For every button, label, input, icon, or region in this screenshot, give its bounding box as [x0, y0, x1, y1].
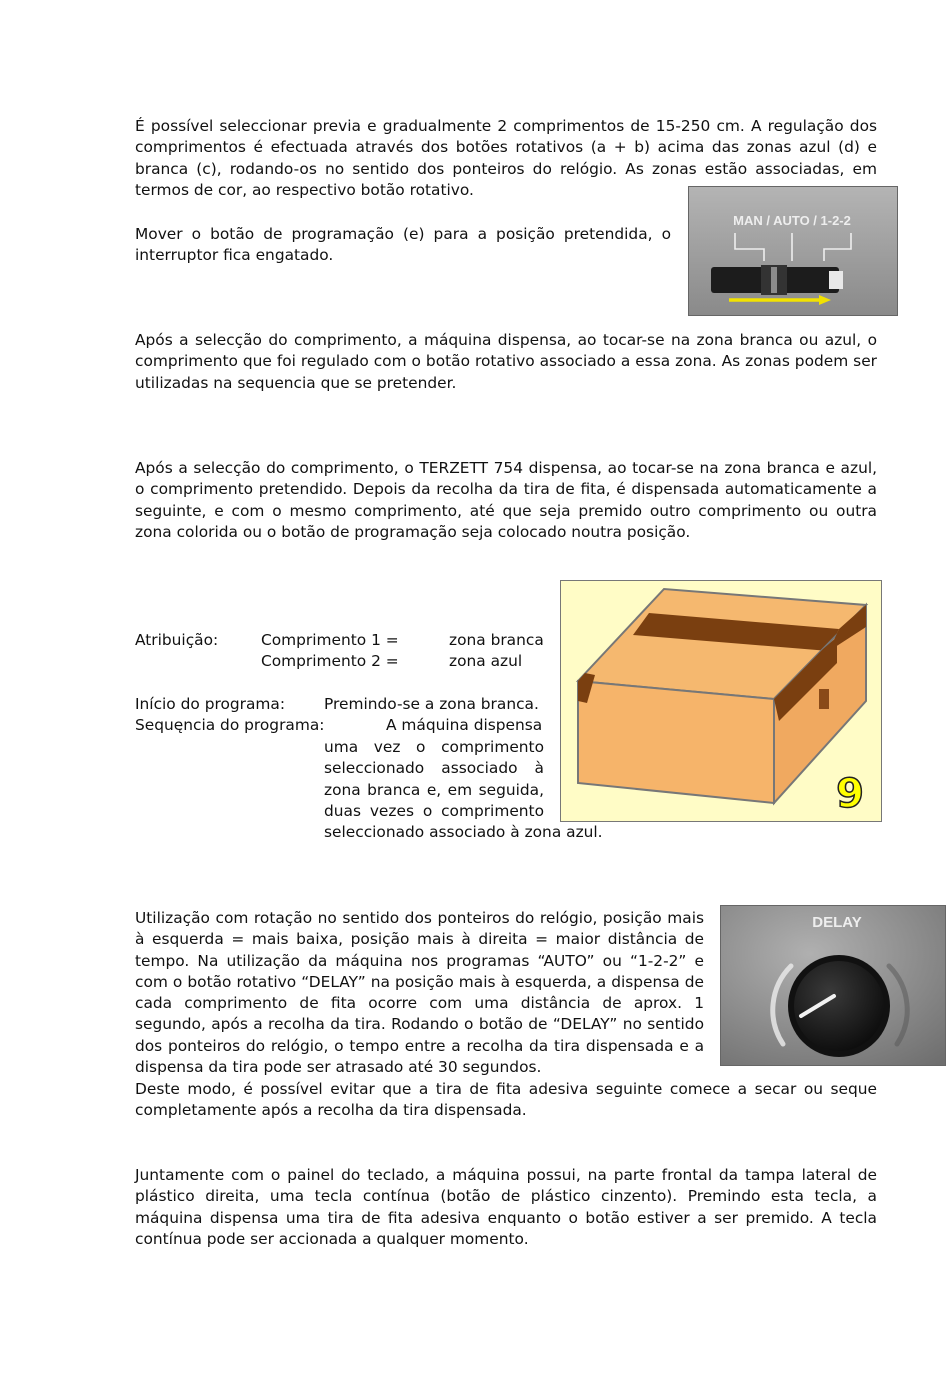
- delay-paragraph-continuation: Deste modo, é possível evitar que a tira de fita adesiva seguinte comece a secar ou seque completamente após a recolha da tira dispensada.: [135, 1080, 877, 1120]
- delay-knob-photo: [720, 905, 946, 1066]
- program-sequence-body: uma vez o comprimento seleccionado associado à zona branca e, em seguida, duas vezes o comprimento: [324, 738, 544, 820]
- box-figure: [560, 580, 882, 822]
- assignment-key-2: Comprimento 2 =: [261, 652, 399, 670]
- assignment-value-2: zona azul: [449, 652, 523, 670]
- program-start-label: Início do programa:: [135, 695, 286, 713]
- program-sequence-last: seleccionado associado à zona azul.: [324, 823, 603, 841]
- program-switch-photo: [688, 186, 898, 316]
- figure-number: 9: [836, 771, 864, 817]
- program-sequence-label: Sequęncia do programa:: [135, 716, 325, 734]
- program-switch-illustration: [689, 187, 897, 315]
- length-selection-paragraph: Após a selecção do comprimento, a máquina dispensa, ao tocar-se na zona branca ou azul, o comprimento que foi regulado com o botão rotativo associado a essa zona. As zonas podem ser utilizadas na sequencia que se pretender.: [135, 331, 877, 392]
- assignment-value-1: zona branca: [449, 631, 544, 649]
- box-illustration: [561, 581, 881, 821]
- delay-label: DELAY: [812, 914, 862, 931]
- program-start-value: Premindo-se a zona branca.: [324, 695, 539, 713]
- delay-paragraph: Utilização com rotação no sentido dos ponteiros do relógio, posição mais à esquerda = mais baixa, posição mais à direita = maior distância de tempo. Na utilização da máquina nos programas “AUTO” ou “1-2-2” e com o botão rotativo “DELAY” na posição mais à esquerda, a dispensa de cada comprimento de fita ocorre com uma distância de aprox. 1 segundo, após a recolha da tira. Rodando o botão de “DELAY” no sentido dos ponteiros do relógio, o tempo entre a recolha da tira dispensada e a dispensa da tira pode ser atrasado até 30 segundos.: [135, 909, 704, 1077]
- terzett-paragraph: Após a selecção do comprimento, o TERZETT 754 dispensa, ao tocar-se na zona branca e azul, o comprimento pretendido. Depois da recolha da tira de fita, é dispensada automaticamente a seguinte, e com o mesmo comprimento, até que seja premido outro comprimento ou outra zona colorida ou o botão de programação seja colocado noutra posição.: [135, 459, 877, 541]
- switch-label: MAN / AUTO / 1-2-2: [733, 213, 851, 228]
- programming-switch-paragraph: Mover o botão de programação (e) para a posição pretendida, o interruptor fica engatado.: [135, 225, 671, 265]
- assignment-key-1: Comprimento 1 =: [261, 631, 399, 649]
- delay-knob-illustration: [721, 906, 945, 1065]
- continuous-key-paragraph: Juntamente com o painel do teclado, a máquina possui, na parte frontal da tampa lateral de plástico direita, uma tecla contínua (botão de plástico cinzento). Premindo esta tecla, a máquina dispensa uma tira de fita adesiva enquanto o botão estiver a ser premido. A tecla contínua pode ser accionada a qualquer momento.: [135, 1166, 877, 1248]
- assignment-label: Atribuição:: [135, 631, 219, 649]
- program-sequence-first: A máquina dispensa: [386, 716, 543, 734]
- intro-paragraph: É possível seleccionar previa e gradualmente 2 comprimentos de 15-250 cm. A regulação dos comprimentos é efectuada através dos botões rotativos (a + b) acima das zonas azul (d) e branca (c), rodando-os no sentido dos ponteiros do relógio. As zonas estão associadas, em termos de cor, ao respectivo botão rotativo.: [135, 117, 877, 199]
